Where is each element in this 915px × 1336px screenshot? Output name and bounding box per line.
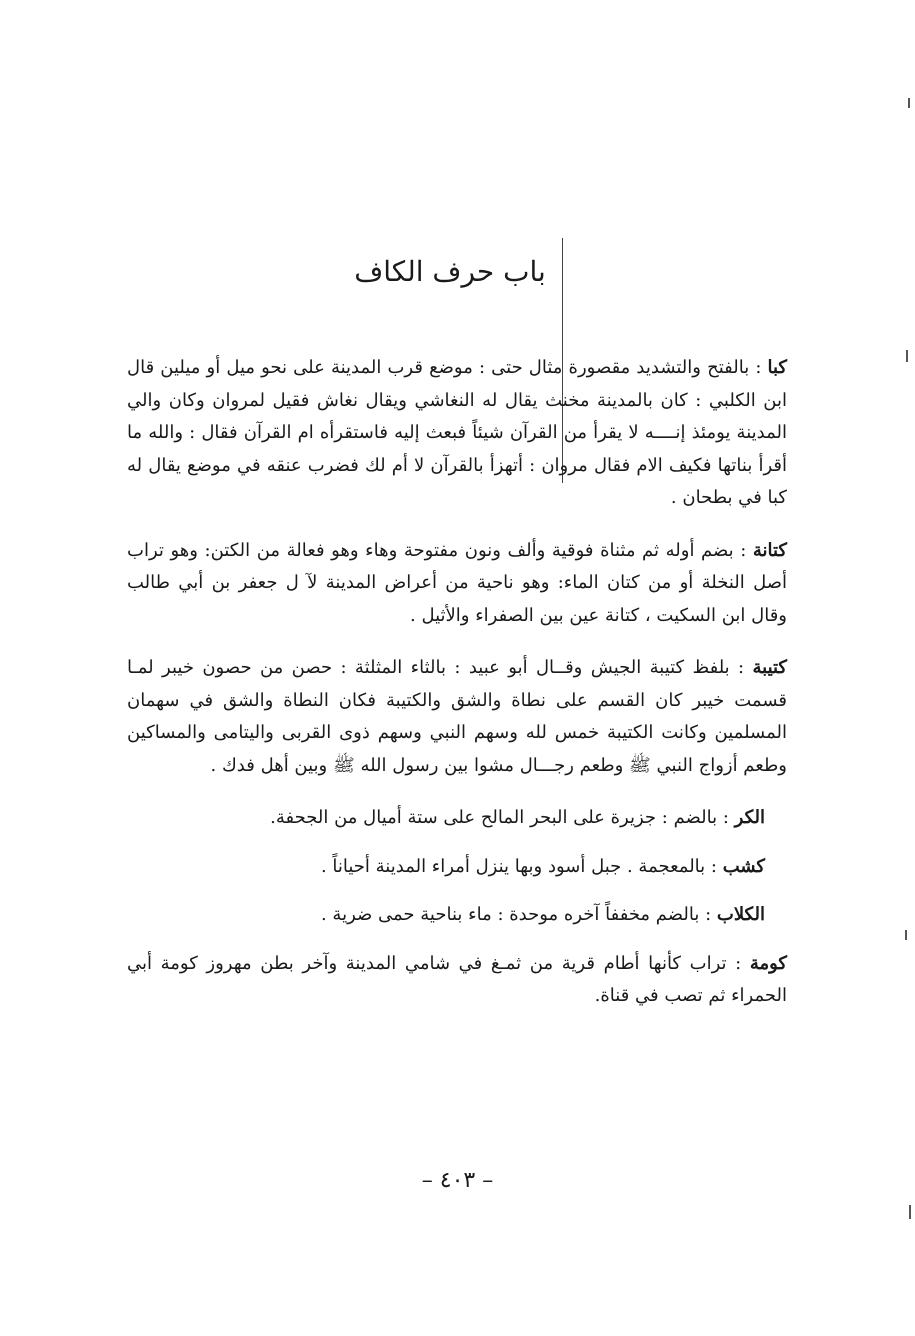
page-number: – ٤٠٣ –	[421, 1168, 494, 1193]
entry-text: : بالفتح والتشديد مقصورة مثال حتى : موضع قرب المدينة على نحو ميل أو ميلين قال ابن الكلبي : كان بالمدينة مخنث يقال له النغاشي ويقال نغاش فقيل لمروان وكان والي المدينة يومئذ إنــــه لا يقرأ من القرآن شيئاً فبعث إليه فاستقرأه ام القرآن فقال : والله ما أقرأ بناتها فكيف الام فقال مروان : أتهزأ بالقرآن لا أم لك فضرب عنقه في موضع يقال له كبا في بطحان .	[127, 357, 787, 508]
entry-headword: كشب	[722, 855, 765, 877]
entry-kaba	[127, 352, 787, 515]
edge-mark	[906, 350, 908, 362]
entry-text: : بالضم مخففاً آخره موحدة : ماء بناحية حمى ضرية .	[320, 904, 717, 925]
edge-mark	[908, 98, 910, 108]
dictionary-body	[127, 352, 787, 1033]
entry-text: : بلفظ كتيبة الجيش وقــال أبو عبيد : بالثاء المثلثة : حصن من حصون خيبر لمـا قسمت خيبر كان القسم على نطاة والشق والكتيبة فكان النطاة والشق في سهمان المسلمين وكانت الكتيبة خمس لله وسهم النبي وسهم ذوى القربى واليتامى والمساكين وطعم أزواج النبي ﷺ وطعم رجـــال مشوا بين رسول الله ﷺ وبين أهل فدك .	[127, 657, 787, 776]
entry-kawma	[127, 948, 787, 1013]
edge-mark	[905, 930, 907, 940]
entry-alkur	[127, 802, 787, 835]
entry-alkulab	[127, 899, 787, 932]
entry-kutana	[127, 535, 787, 633]
entry-katiba	[127, 652, 787, 782]
entry-kashb	[127, 851, 787, 884]
entry-headword: كومة	[749, 952, 787, 974]
entry-headword: كبا	[767, 357, 787, 378]
chapter-title: باب حرف الكاف	[354, 255, 546, 288]
entry-text: : بالمعجمة . جبل أسود وبها ينزل أمراء المدينة أحياناً .	[320, 855, 723, 877]
entry-headword: الكر	[734, 807, 765, 828]
entry-headword: كتانة	[752, 539, 787, 561]
entry-text: : بضم أوله ثم مثناة فوقية وألف ونون مفتوحة وهاء وهو فعالة من الكتن: وهو تراب أصل النخلة أو من كتان الماء: وهو ناحية من أعراض المدينة لآ ل جعفر بن أبي طالب وقال ابن السكيت ، كتانة عين بين الصفراء والأثيل .	[127, 539, 787, 626]
entry-headword: الكلاب	[716, 904, 765, 925]
entry-text: : بالضم : جزيرة على البحر المالح على ستة أميال من الجحفة.	[270, 807, 735, 828]
edge-mark	[909, 1205, 911, 1219]
entry-headword: كتيبة	[752, 657, 787, 678]
entry-text: : تراب كأنها أطام قرية من ثمـغ في شامي المدينة وآخر بطن مهروز كومة أبي الحمراء ثم تصب في قناة.	[127, 952, 787, 1006]
